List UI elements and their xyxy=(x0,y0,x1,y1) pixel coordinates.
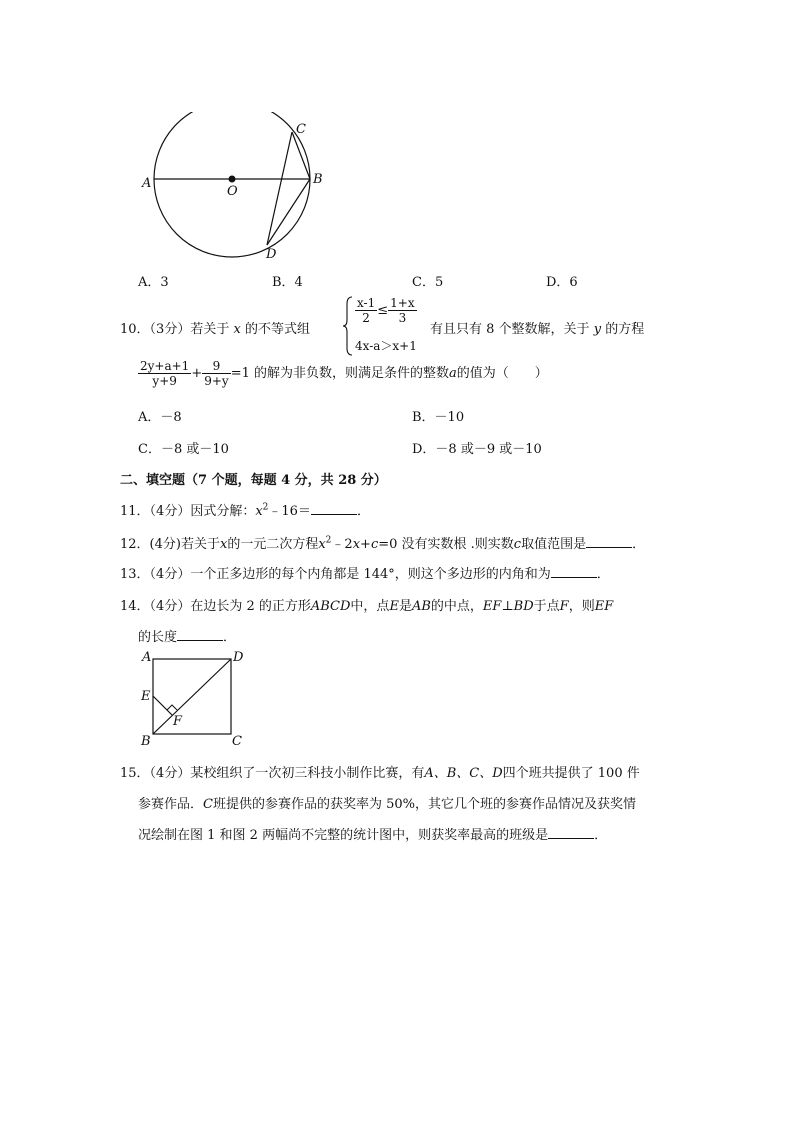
q15-end: ． xyxy=(594,828,608,843)
label-b: B xyxy=(313,172,323,187)
q10-option-b[interactable]: B．－10 xyxy=(412,410,465,425)
q10-text-mid: 的不等式组 xyxy=(244,322,310,337)
q14-text-a: 14．（4分）在边长为 2 的正方形 xyxy=(120,599,311,614)
label-d: D xyxy=(266,247,277,262)
q12-end: ． xyxy=(632,537,646,552)
q9-option-b[interactable]: B．4 xyxy=(272,275,303,290)
q13 xyxy=(120,563,610,582)
q14-line2 xyxy=(138,626,236,645)
q14-line2-text: 的长度 xyxy=(138,630,178,645)
eq-frac2-num: 9 xyxy=(202,359,230,374)
q15-line1 xyxy=(120,762,640,781)
q13-end: ． xyxy=(596,567,610,582)
q12 xyxy=(120,533,645,552)
q14-text-e: 于点 xyxy=(533,599,560,614)
q12-c2: c xyxy=(513,537,522,552)
q15-classes: A、B、C、D xyxy=(424,766,503,781)
q14-abcd: ABCD xyxy=(310,599,351,614)
ineq1-right-num: 1+x xyxy=(390,296,415,310)
q14-ef: EF xyxy=(482,599,502,614)
chord-bd xyxy=(267,179,310,245)
chord-cd xyxy=(267,132,292,245)
q14-line1 xyxy=(120,595,613,614)
center-point xyxy=(229,176,236,183)
q11-end: ． xyxy=(356,504,370,519)
q10-score: （3分）若关于 xyxy=(149,322,230,337)
q10-equation-line xyxy=(138,359,548,388)
q15-line3 xyxy=(138,824,607,843)
ineq1-left-den: 2 xyxy=(362,311,370,325)
inequality-1 xyxy=(355,296,417,325)
var-x: x xyxy=(233,322,241,337)
q14-text-c: 是 xyxy=(398,599,412,614)
q11 xyxy=(120,500,370,519)
q12-eq3: =0 没有实数根 .则实数 xyxy=(378,537,514,552)
q15-answer-blank[interactable] xyxy=(548,826,594,839)
var-a: a xyxy=(448,366,457,381)
q14-answer-blank[interactable] xyxy=(177,628,223,641)
inequality-2: 4x-a＞x+1 xyxy=(355,339,417,353)
q14-f: F xyxy=(559,599,569,614)
q15-line3-text: 况绘制在图 1 和图 2 两幅尚不完整的统计图中，则获奖率最高的班级是 xyxy=(138,828,549,843)
q10-line1-tail xyxy=(430,318,644,337)
q11-x: x xyxy=(255,504,263,519)
q15-line2-b: 班提供的参赛作品的获奖率为 50%，其它几个班的参赛作品情况及获奖情 xyxy=(212,797,636,812)
q14-end: ． xyxy=(223,630,237,645)
q14-label-a: A xyxy=(142,650,152,665)
eq-tail: 的值为（ ） xyxy=(456,366,548,381)
q14-ef2: EF xyxy=(594,599,614,614)
q15-c: C xyxy=(203,797,213,812)
ineq1-left-num: x-1 xyxy=(357,296,376,310)
ineq1-sign: ≤ xyxy=(377,303,389,318)
q15-line2 xyxy=(138,793,636,812)
q15-text-a: 15．（4分）某校组织了一次初三科技小制作比赛，有 xyxy=(120,766,425,781)
diagonal-bd xyxy=(153,659,231,734)
q12-x: x xyxy=(219,537,228,552)
q9-option-d[interactable]: D．6 xyxy=(546,275,578,290)
eq-frac1-num: 2y+a+1 xyxy=(140,359,190,373)
q11-answer-blank[interactable] xyxy=(311,502,357,515)
q11-exp: 2 xyxy=(262,502,269,513)
eq-rest: =1 的解为非负数，则满足条件的整数 xyxy=(230,366,449,381)
q10-option-d[interactable]: D．－8 或－9 或－10 xyxy=(412,442,542,457)
q14-label-f: F xyxy=(173,714,183,729)
q9-option-c[interactable]: C．5 xyxy=(412,275,444,290)
label-o: O xyxy=(227,184,238,199)
chord-cb xyxy=(292,132,310,179)
q15-text-b: 四个班共提供了 100 件 xyxy=(502,766,640,781)
q12-x2: x xyxy=(318,537,326,552)
q11-rest: ﹣16＝ xyxy=(268,504,311,519)
q10-after-y: 的方程 xyxy=(605,322,645,337)
section-2-title: 二、填空题（7 个题，每题 4 分，共 28 分） xyxy=(120,473,387,488)
q12-mid: 的一元二次方程 xyxy=(227,537,319,552)
ineq1-right-den: 3 xyxy=(398,311,407,325)
q14-e: E xyxy=(389,599,399,614)
q10-after-system: 有且只有 8 个整数解，关于 xyxy=(430,322,590,337)
q14-ab: AB xyxy=(411,599,431,614)
label-a: A xyxy=(142,176,152,191)
q12-eq2: + xyxy=(360,537,371,552)
q12-c: c xyxy=(370,537,379,552)
label-c: C xyxy=(296,122,306,137)
right-angle-mark xyxy=(167,705,177,710)
q11-prefix: 11．（4分）因式分解： xyxy=(120,504,256,519)
q14-text-b: 中，点 xyxy=(350,599,390,614)
q14-label-e: E xyxy=(141,689,151,704)
q13-text: 13．（4分）一个正多边形的每个内角都是 144°，则这个多边形的内角和为 xyxy=(120,567,551,582)
system-brace xyxy=(343,296,353,356)
q12-x3: x xyxy=(352,537,361,552)
q14-label-d: D xyxy=(233,650,244,665)
q14-text-d: 的中点， xyxy=(430,599,483,614)
q10-line1 xyxy=(120,318,310,337)
var-y: y xyxy=(593,322,602,337)
q10-number: 10． xyxy=(120,322,150,337)
q14-bd: BD xyxy=(513,599,534,614)
eq-frac1-den: y+9 xyxy=(152,374,177,388)
q14-square-figure xyxy=(148,654,238,736)
eq-plus: + xyxy=(191,366,203,381)
q12-answer-blank[interactable] xyxy=(586,535,632,548)
q12-eq: ﹣2 xyxy=(331,537,353,552)
q14-perp: ⊥ xyxy=(501,599,514,614)
q15-line2-a: 参赛作品． xyxy=(138,797,204,812)
segment-ef xyxy=(153,696,172,715)
q13-answer-blank[interactable] xyxy=(551,565,597,578)
eq-frac2-den: 9+y xyxy=(204,374,229,388)
q10-option-a[interactable]: A．－8 xyxy=(138,410,182,425)
q9-option-a[interactable]: A．3 xyxy=(138,275,169,290)
q12-exp: 2 xyxy=(325,535,332,546)
q14-label-b: B xyxy=(141,734,151,749)
q14-text-f: ，则 xyxy=(568,599,595,614)
q10-option-c[interactable]: C．－8 或－10 xyxy=(138,442,229,457)
q14-label-c: C xyxy=(232,734,242,749)
q12-prefix: 12．(4分)若关于 xyxy=(120,537,220,552)
q12-tail: 取值范围是 xyxy=(521,537,587,552)
